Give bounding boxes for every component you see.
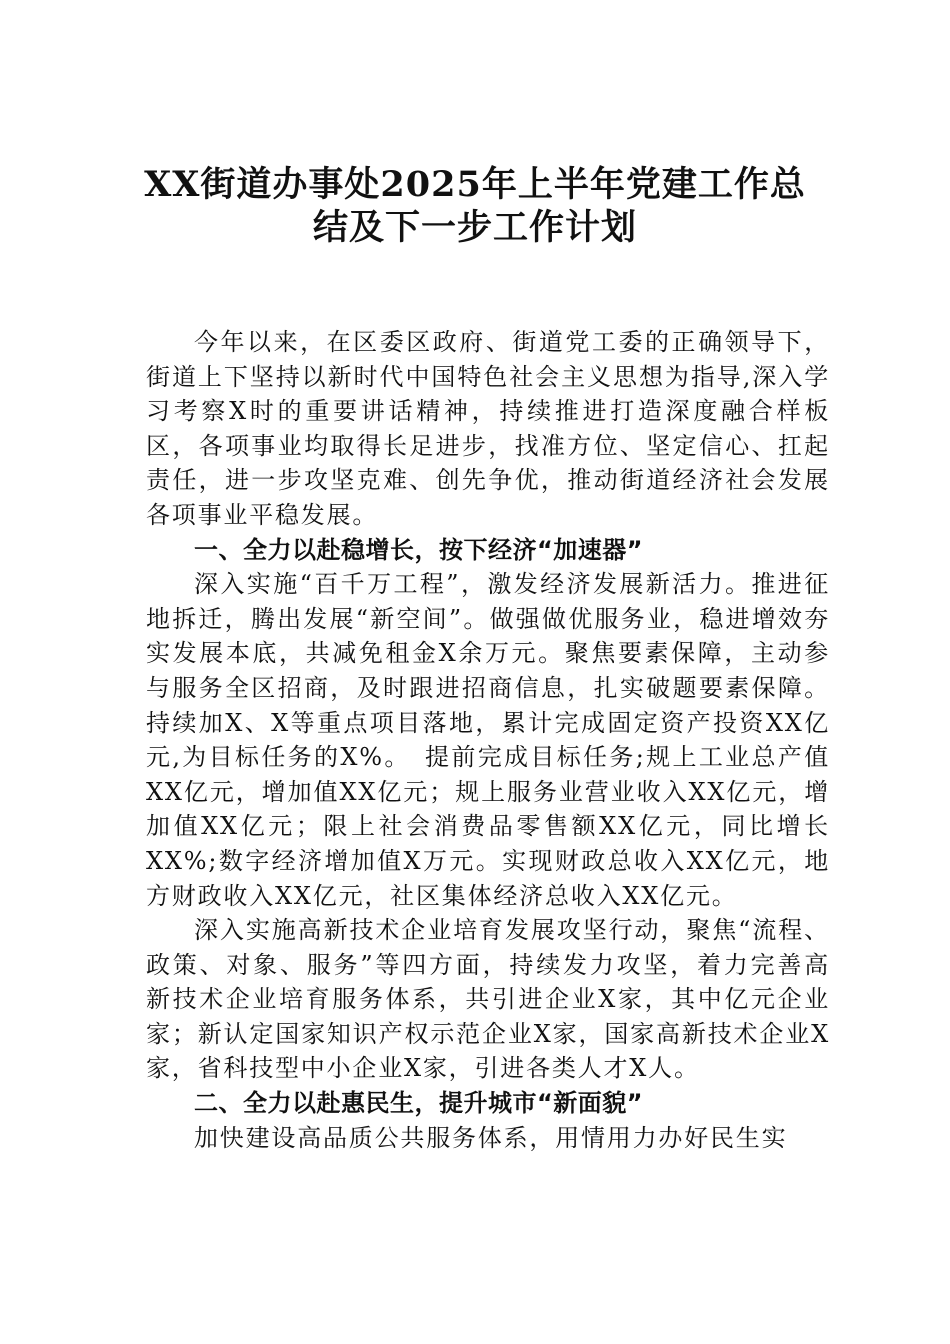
document-body	[146, 325, 830, 1155]
section-heading-2: 二、全力以赴惠民生，提升城市“新面貌”	[194, 1089, 644, 1118]
section-heading-1: 一、全力以赴稳增长，按下经济“加速器”	[194, 535, 644, 564]
paragraph-intro: 今年以来，在区委区政府、街道党工委的正确领导下，街道上下坚持以新时代中国特色社会主义思想为指导,深入学习考察X时的重要讲话精神，持续推进打造深度融合样板区，各项事业均取得长足进步，找准方位、坚定信心、扛起责任，进一步攻坚克难、创先争优，推动街道经济社会发展各项事业平稳发展。	[146, 328, 830, 529]
paragraph-economy: 深入实施“百千万工程”，激发经济发展新活力。推进征地拆迁，腾出发展“新空间”。做强做优服务业，稳进增效夯实发展本底，共减免租金X余万元。聚焦要素保障，主动参与服务全区招商，及时跟进招商信息，扎实破题要素保障。持续加X、X等重点项目落地，累计完成固定资产投资XX亿元,为目标任务的X%。 提前完成目标任务;规上工业总产值XX亿元，增加值XX亿元；规上服务业营业收入XX亿元，增加值XX亿元；限上社会消费品零售额XX亿元，同比增长XX%;数字经济增加值X万元。实现财政总收入XX亿元，地方财政收入XX亿元，社区集体经济总收入XX亿元。	[146, 570, 830, 910]
paragraph-livelihood: 加快建设高品质公共服务体系，用情用力办好民生实	[194, 1123, 788, 1152]
document-title-line-1: XX街道办事处2025年上半年党建工作总	[144, 164, 806, 205]
document-title-line-2: 结及下一步工作计划	[312, 207, 637, 248]
paragraph-hightech: 深入实施高新技术企业培育发展攻坚行动，聚焦“流程、政策、对象、服务”等四方面，持续发力攻坚，着力完善高新技术企业培育服务体系，共引进企业X家，其中亿元企业家；新认定国家知识产权示范企业X家，国家高新技术企业X家，省科技型中小企业X家，引进各类人才X人。	[146, 916, 830, 1083]
